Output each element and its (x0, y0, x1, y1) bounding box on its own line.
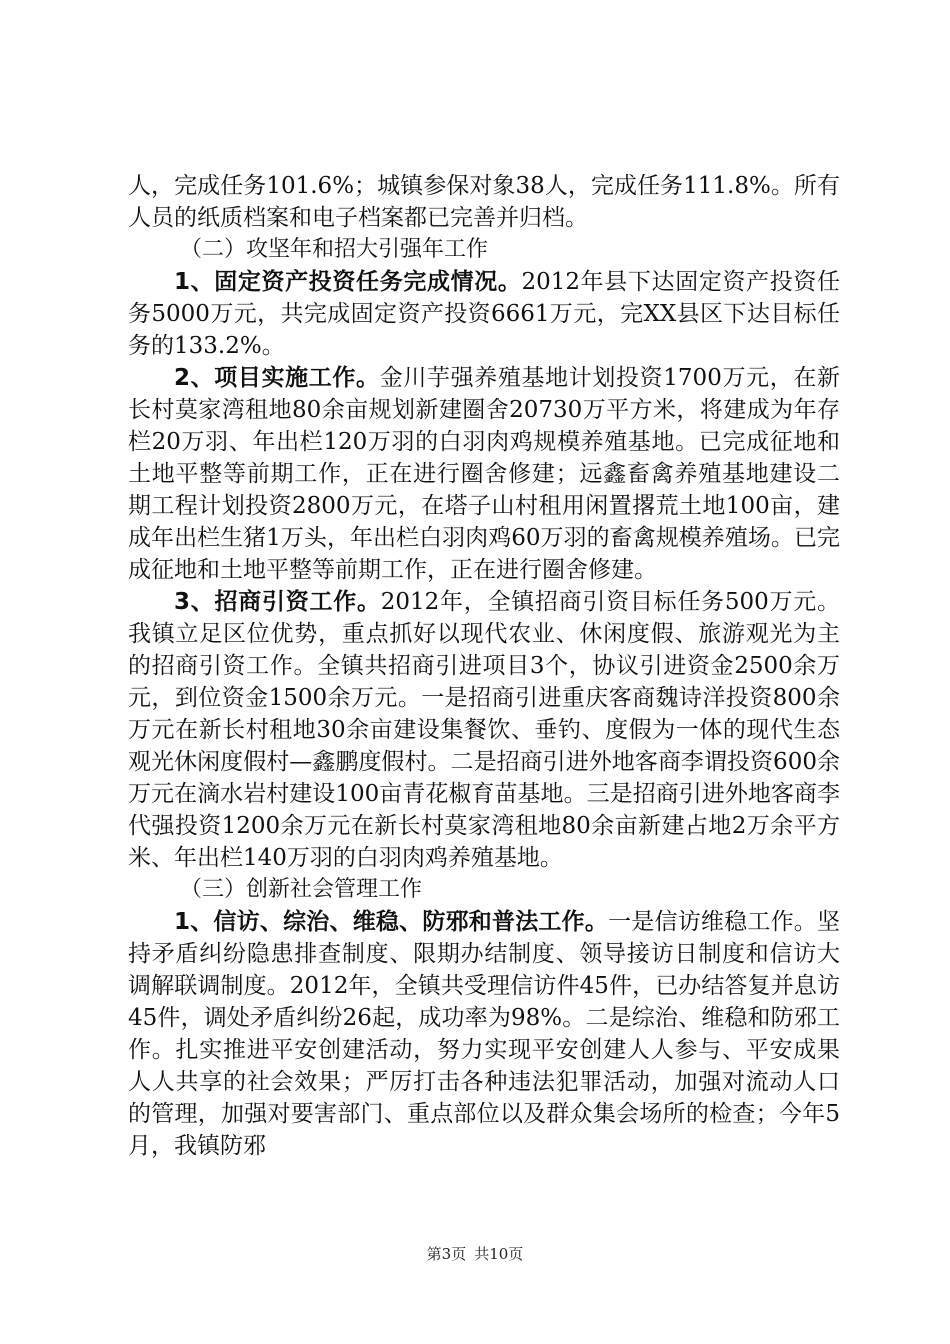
paragraph-fixed-assets (128, 266, 840, 362)
paragraph-lead: 1、固定资产投资任务完成情况。 (174, 269, 522, 295)
paragraph-petitions (128, 906, 840, 1162)
paragraph-text: 一是信访维稳工作。坚持矛盾纠纷隐患排查制度、限期办结制度、领导接访日制度和信访大调解联调制度。2012年，全镇共受理信访件45件，已办结答复并息访45件，调处矛盾纠纷26起，成功率为98%。二是综治、维稳和防邪工作。扎实推进平安创建活动，努力实现平安创建人人参与、平安成果人人共享的社会效果；严厉打击各种违法犯罪活动，加强对流动人口的管理，加强对要害部门、重点部位以及群众集会场所的检查；今年5月，我镇防邪 (128, 909, 841, 1159)
paragraph-lead: 3、招商引资工作。 (174, 589, 381, 615)
page-footer (0, 1243, 950, 1264)
section-heading-3: （三）创新社会管理工作 (180, 877, 423, 902)
paragraph-lead: 1、信访、综治、维稳、防邪和普法工作。 (174, 909, 609, 935)
paragraph-lead: 2、项目实施工作。 (174, 365, 380, 391)
section-heading-2: （二）攻坚年和招大引强年工作 (180, 237, 489, 262)
paragraph-projects (128, 362, 840, 586)
page-total: 共10页 (474, 1245, 524, 1263)
document-body (128, 170, 840, 1162)
paragraph-text: 2012年县下达固定资产投资任务5000万元，共完成固定资产投资6661万元，完XX县区下达目标任务的133.2%。 (128, 269, 840, 359)
page-number: 第3页 (426, 1245, 467, 1263)
paragraph-investment (128, 586, 840, 874)
paragraph-text: 金川芋强养殖基地计划投资1700万元，在新长村莫家湾租地80余亩规划新建圈舍20730万平方米，将建成为年存栏20万羽、年出栏120万羽的白羽肉鸡规模养殖基地。已完成征地和土地平整等前期工作，正在进行圈舍修建；远鑫畜禽养殖基地建设二期工程计划投资2800万元，在塔子山村租用闲置撂荒土地100亩，建成年出栏生猪1万头，年出栏白羽肉鸡60万羽的畜禽规模养殖场。已完成征地和土地平整等前期工作，正在进行圈舍修建。 (128, 365, 840, 583)
paragraph-continued: 人，完成任务101.6%；城镇参保对象38人，完成任务111.8%。所有人员的纸质档案和电子档案都已完善并归档。 (128, 173, 840, 231)
paragraph-text: 2012年，全镇招商引资目标任务500万元。我镇立足区位优势，重点抓好以现代农业、休闲度假、旅游观光为主的招商引资工作。全镇共招商引进项目3个，协议引进资金2500余万元，到位资金1500余万元。一是招商引进重庆客商魏诗洋投资800余万元在新长村租地30余亩建设集餐饮、垂钓、度假为一体的现代生态观光休闲度假村—鑫鹏度假村。二是招商引进外地客商李谓投资600余万元在滴水岩村建设100亩青花椒育苗基地。三是招商引进外地客商李代强投资1200余万元在新长村莫家湾租地80余亩新建占地2万余平方米、年出栏140万羽的白羽肉鸡养殖基地。 (128, 589, 840, 871)
